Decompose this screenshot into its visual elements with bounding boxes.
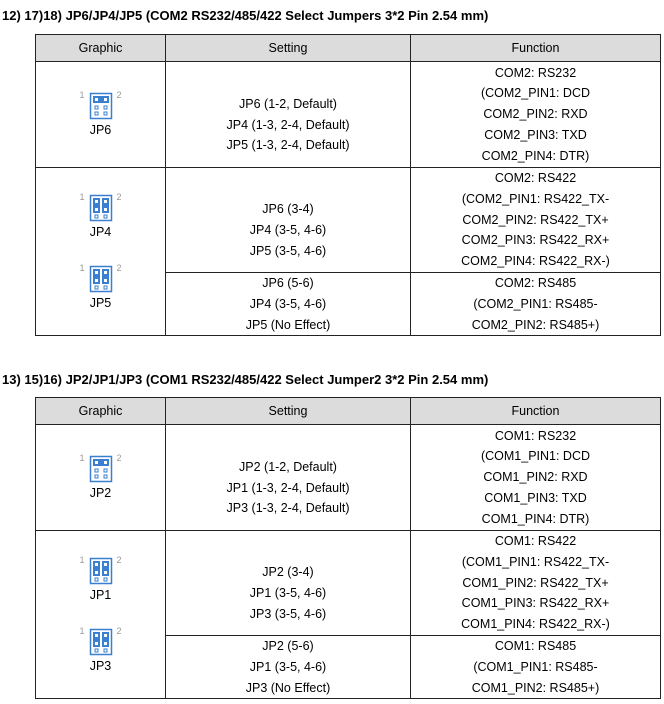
jumper-2pin-icon xyxy=(79,453,122,486)
setting-line: JP3 (No Effect) xyxy=(245,680,331,695)
function-line: COM2_PIN2: RS485+) xyxy=(471,317,600,332)
setting-line: JP1 (3-5, 4-6) xyxy=(249,659,327,674)
function-line: COM1: RS422 xyxy=(494,534,577,548)
table-header-row xyxy=(36,398,661,425)
setting-line: JP3 (3-5, 4-6) xyxy=(249,606,327,621)
setting-line: JP5 (1-3, 2-4, Default) xyxy=(226,138,350,153)
jumper-4pin-icon xyxy=(79,554,122,588)
function-line: COM1_PIN2: RXD xyxy=(483,470,588,485)
setting-line: JP5 (No Effect) xyxy=(245,317,331,332)
column-header: Graphic xyxy=(36,35,166,62)
jumper-table xyxy=(35,397,661,699)
function-line: (COM1_PIN1: DCD xyxy=(480,449,591,464)
function-line: COM2: RS485 xyxy=(494,275,577,290)
jumper-label: JP3 xyxy=(89,658,112,673)
jumper-label: JP1 xyxy=(89,587,112,602)
setting-line: JP5 (3-5, 4-6) xyxy=(249,243,327,258)
setting-line: JP6 (3-4) xyxy=(262,202,314,217)
pin-number: 1 xyxy=(79,90,85,100)
function-line: COM1_PIN2: RS422_TX+ xyxy=(462,575,609,590)
jumper-label: JP4 xyxy=(89,224,112,239)
jumper-graphic xyxy=(36,92,165,137)
setting-line: JP4 (3-5, 4-6) xyxy=(249,296,327,311)
function-line: COM2_PIN4: DTR) xyxy=(481,148,590,163)
function-cell xyxy=(411,635,661,698)
table-row xyxy=(36,62,661,168)
function-line: (COM1_PIN1: RS422_TX- xyxy=(461,554,610,569)
function-line: COM1_PIN3: RS422_RX+ xyxy=(461,596,610,611)
jumper-4pin-icon xyxy=(79,191,122,225)
jumper-graphic xyxy=(36,625,165,673)
pin-number: 1 xyxy=(79,625,85,636)
table-row xyxy=(36,168,661,273)
setting-cell xyxy=(166,531,411,636)
function-line: COM2_PIN2: RXD xyxy=(483,107,588,122)
setting-line: JP1 (3-5, 4-6) xyxy=(249,586,327,601)
function-cell xyxy=(411,168,661,273)
setting-line: JP2 (3-4) xyxy=(262,565,314,580)
function-line: (COM2_PIN1: RS422_TX- xyxy=(461,191,610,206)
jumper-label: JP6 xyxy=(89,123,112,137)
function-line: COM2: RS422 xyxy=(494,171,577,185)
function-line: COM2_PIN4: RS422_RX-) xyxy=(461,254,610,269)
column-header: Setting xyxy=(166,35,411,62)
table-header-row xyxy=(36,35,661,62)
function-line: COM2_PIN2: RS422_TX+ xyxy=(462,212,609,227)
graphic-cell xyxy=(36,425,166,531)
function-line: COM1: RS232 xyxy=(494,428,577,443)
function-line: COM1_PIN3: TXD xyxy=(484,490,587,505)
jumper-graphic xyxy=(36,554,165,602)
pin-number: 1 xyxy=(79,453,85,463)
section-heading: 13) 15)16) JP2/JP1/JP3 (COM1 RS232/485/422 Select Jumper2 3*2 Pin 2.54 mm) xyxy=(2,372,489,387)
pin-number: 2 xyxy=(116,625,122,636)
pin-number: 1 xyxy=(79,191,85,202)
setting-cell xyxy=(166,62,411,168)
setting-cell xyxy=(166,168,411,273)
function-line: COM1_PIN4: RS422_RX-) xyxy=(461,617,610,632)
function-cell xyxy=(411,62,661,168)
function-cell xyxy=(411,425,661,531)
jumper-table xyxy=(35,34,661,336)
jumper-graphic xyxy=(36,191,165,239)
graphic-cell xyxy=(36,531,166,699)
function-line: (COM1_PIN1: RS485- xyxy=(473,659,598,674)
jumper-2pin-icon xyxy=(79,90,122,123)
setting-cell xyxy=(166,272,411,335)
setting-cell xyxy=(166,635,411,698)
jumper-label: JP2 xyxy=(89,486,112,500)
setting-line: JP3 (1-3, 2-4, Default) xyxy=(226,501,350,516)
function-line: COM2_PIN3: RS422_RX+ xyxy=(461,233,610,248)
function-line: COM1_PIN4: DTR) xyxy=(481,511,590,526)
pin-number: 2 xyxy=(116,453,122,463)
function-cell xyxy=(411,531,661,636)
column-header: Function xyxy=(411,35,661,62)
function-line: COM1_PIN2: RS485+) xyxy=(471,680,600,695)
jumper-graphic xyxy=(36,455,165,500)
pin-number: 1 xyxy=(79,262,85,273)
table-row xyxy=(36,531,661,636)
column-header: Setting xyxy=(166,398,411,425)
setting-line: JP1 (1-3, 2-4, Default) xyxy=(226,480,350,495)
table-row xyxy=(36,425,661,531)
graphic-cell xyxy=(36,168,166,336)
setting-line: JP2 (1-2, Default) xyxy=(239,459,337,474)
pin-number: 2 xyxy=(116,90,122,100)
function-line: COM2_PIN3: TXD xyxy=(484,127,587,142)
pin-number: 1 xyxy=(79,554,85,565)
function-line: COM1: RS485 xyxy=(494,638,577,653)
setting-line: JP4 (3-5, 4-6) xyxy=(249,223,327,238)
function-line: COM2: RS232 xyxy=(494,65,577,80)
graphic-cell xyxy=(36,62,166,168)
pin-number: 2 xyxy=(116,262,122,273)
setting-line: JP2 (5-6) xyxy=(262,638,314,653)
setting-line: JP4 (1-3, 2-4, Default) xyxy=(226,117,350,132)
function-line: (COM2_PIN1: RS485- xyxy=(473,296,598,311)
column-header: Function xyxy=(411,398,661,425)
jumper-graphic xyxy=(36,262,165,310)
section-heading: 12) 17)18) JP6/JP4/JP5 (COM2 RS232/485/422 Select Jumpers 3*2 Pin 2.54 mm) xyxy=(2,8,489,23)
pin-number: 2 xyxy=(116,191,122,202)
setting-line: JP6 (1-2, Default) xyxy=(239,96,337,111)
jumper-4pin-icon xyxy=(79,262,122,296)
column-header: Graphic xyxy=(36,398,166,425)
function-cell xyxy=(411,272,661,335)
pin-number: 2 xyxy=(116,554,122,565)
jumper-4pin-icon xyxy=(79,625,122,659)
setting-line: JP6 (5-6) xyxy=(262,275,314,290)
setting-cell xyxy=(166,425,411,531)
jumper-label: JP5 xyxy=(89,295,112,310)
function-line: (COM2_PIN1: DCD xyxy=(480,86,591,101)
